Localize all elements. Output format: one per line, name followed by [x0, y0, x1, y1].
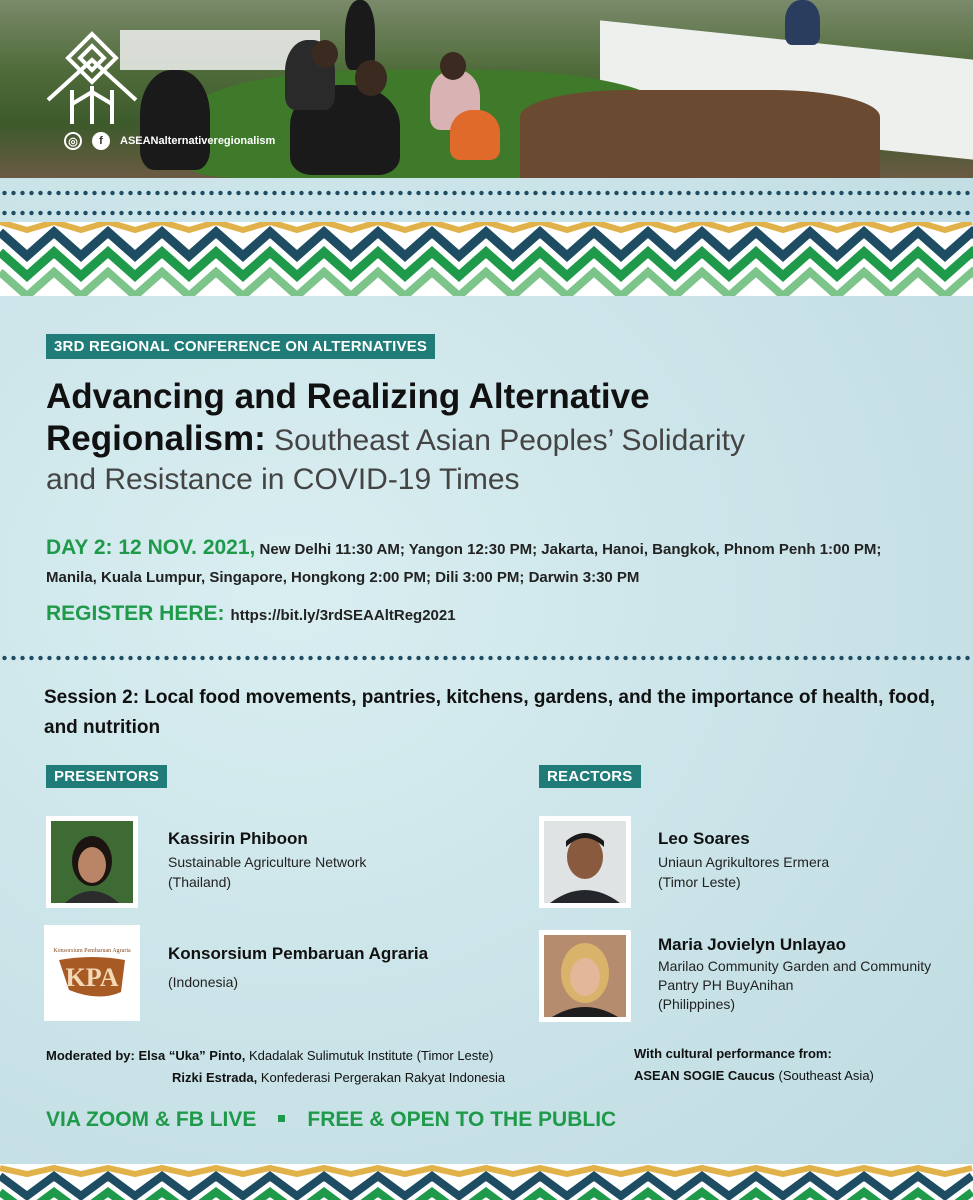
alternative-regionalism-logo: [44, 30, 140, 126]
presentor-country: (Indonesia): [168, 974, 239, 990]
page-title-line1: Advancing and Realizing Alternative: [46, 377, 650, 416]
soil-bed: [520, 90, 880, 178]
kpa-logo: [44, 925, 140, 1021]
session-title: Session 2: Local food movements, pantries, kitchens, gardens, and the importance of health, food, and nutrition: [44, 687, 936, 738]
register-label: REGISTER HERE:: [46, 602, 225, 625]
kpa-logo-graphic: [49, 930, 135, 1016]
presentor-name: Konsorsium Pembaruan Agraria: [168, 944, 429, 963]
bullet-square: [278, 1115, 285, 1122]
moderator-org: Kdadalak Sulimutuk Institute (Timor Leste): [245, 1048, 494, 1063]
facebook-icon[interactable]: f: [92, 132, 110, 150]
avatar: [539, 930, 631, 1022]
reactor-org: Marilao Community Garden and Community Pantry PH BuyAnihan: [658, 958, 932, 993]
footer-banner: [46, 1108, 616, 1132]
reactor-country: (Philippines): [658, 996, 736, 1012]
head: [440, 52, 466, 80]
moderator-line-2: [172, 1070, 505, 1085]
cultural-region: (Southeast Asia): [774, 1068, 874, 1083]
instagram-icon[interactable]: ◎: [64, 132, 82, 150]
head: [355, 60, 387, 96]
title-subtitle: Southeast Asian Peoples’ Solidarity: [265, 424, 745, 457]
header-photo: [0, 0, 973, 178]
zigzag-band-top: [0, 222, 973, 296]
presentors-heading: PRESENTORS: [46, 765, 167, 788]
page-title-line2: [46, 418, 745, 462]
reactor-country: (Timor Leste): [658, 874, 741, 890]
moderator-name: Elsa “Uka” Pinto,: [138, 1048, 246, 1063]
schedule: [46, 534, 926, 592]
presentor-country: (Thailand): [168, 874, 232, 890]
moderator-name: Rizki Estrada,: [172, 1070, 258, 1085]
conference-tag: 3RD REGIONAL CONFERENCE ON ALTERNATIVES: [46, 334, 435, 359]
day-date: DAY 2: 12 NOV. 2021,: [46, 536, 256, 559]
dotted-divider: [0, 210, 973, 216]
portrait-leo: [544, 821, 626, 903]
footer-free: FREE & OPEN TO THE PUBLIC: [307, 1108, 617, 1131]
moderator-line-1: [46, 1048, 493, 1063]
footer-zoom: VIA ZOOM & FB LIVE: [46, 1108, 257, 1131]
page-title-line3: and Resistance in COVID-19 Times: [46, 463, 520, 496]
moderated-by-label: Moderated by:: [46, 1048, 135, 1063]
person-silhouette: [140, 70, 210, 170]
person-silhouette: [785, 0, 820, 45]
reactor-name: Leo Soares: [658, 829, 750, 848]
cultural-name: ASEAN SOGIE Caucus: [634, 1068, 775, 1083]
register-link[interactable]: https://bit.ly/3rdSEAAltReg2021: [230, 607, 456, 624]
register-row: [46, 602, 456, 626]
dotted-divider: [0, 190, 973, 196]
presentor-org: Sustainable Agriculture Network: [168, 854, 367, 870]
social-handle: ASEANalternativeregionalism: [120, 135, 276, 147]
title-regionalism: Regionalism:: [46, 419, 266, 458]
presentor-name: Kassirin Phiboon: [168, 829, 308, 848]
reactor-org: Uniaun Agrikultores Ermera: [658, 854, 830, 870]
moderator-org: Konfederasi Pergerakan Rakyat Indonesia: [257, 1070, 506, 1085]
head: [312, 40, 338, 68]
kpa-logo-letters: KPA: [65, 963, 119, 992]
cultural-performer: [634, 1068, 874, 1083]
avatar: [539, 816, 631, 908]
portrait-maria: [544, 935, 626, 1017]
person-silhouette: [450, 110, 500, 160]
reactors-heading: REACTORS: [539, 765, 641, 788]
avatar: [46, 816, 138, 908]
schedule-times: New Delhi 11:30 AM; Yangon 12:30 PM; Jakarta, Hanoi, Bangkok, Phnom Penh 1:00 PM; Manila, Kuala Lumpur, Singapore, Hongkong 2:00 PM; Dili 3:00 PM; Darwin 3:30 PM: [46, 541, 882, 586]
kpa-logo-text: Konsorsium Pembaruan Agraria: [53, 948, 131, 954]
social-handle-row: [64, 132, 275, 150]
cultural-label: With cultural performance from:: [634, 1046, 832, 1061]
portrait-kassirin: [51, 821, 133, 903]
dotted-divider: [0, 655, 973, 661]
reactor-name: Maria Jovielyn Unlayao: [658, 935, 847, 954]
zigzag-band-bottom: [0, 1164, 973, 1200]
